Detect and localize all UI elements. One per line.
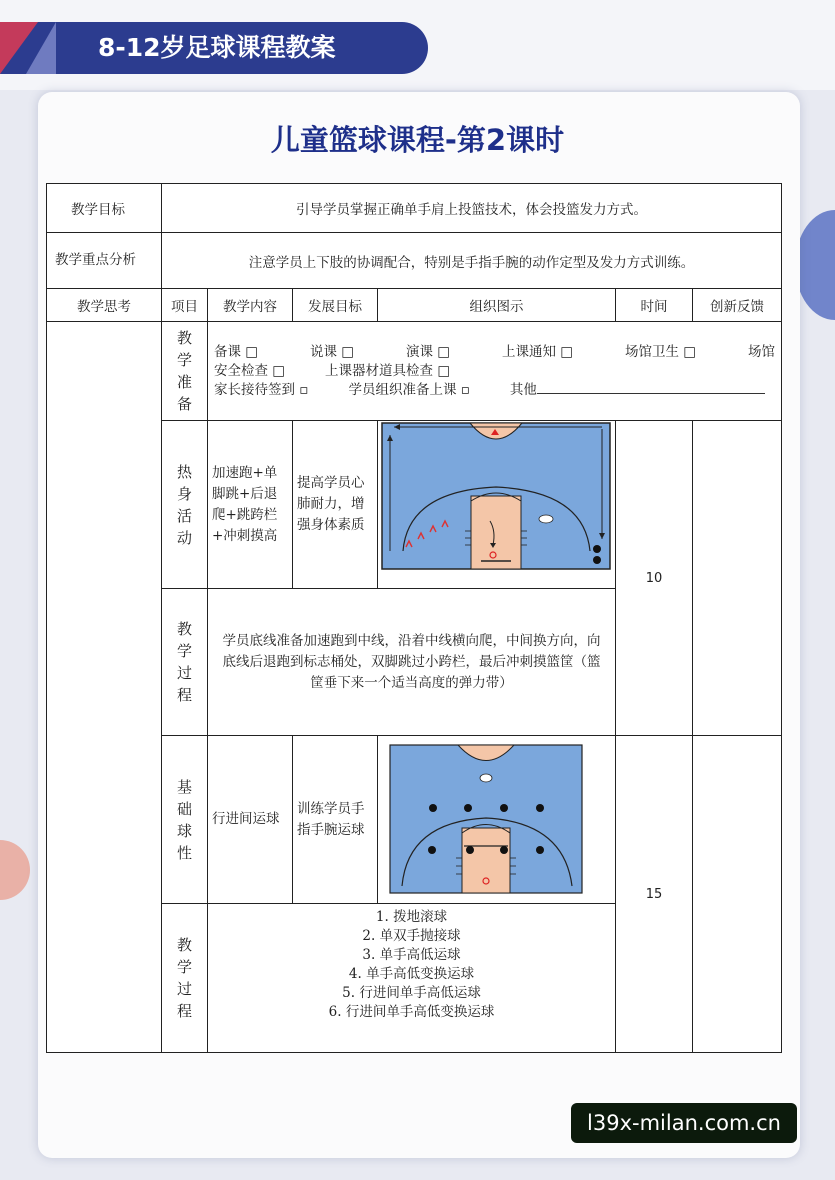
col-header-feedback: 创新反馈 <box>693 289 782 322</box>
focus-value: 注意学员上下肢的协调配合，特别是手指手腕的动作定型及发力方式训练。 <box>162 233 782 289</box>
decor-circle-left <box>0 840 30 900</box>
process2-label: 教学过程 <box>162 904 208 1053</box>
list-item: 3. 单手高低运球 <box>362 947 461 963</box>
prep-item: 安全检查 □ <box>214 362 286 379</box>
goal-value: 引导学员掌握正确单手肩上投篮技术，体会投篮发力方式。 <box>162 184 782 233</box>
list-item: 5. 行进间单手高低运球 <box>342 985 481 1001</box>
basic-content: 行进间运球 <box>208 736 293 904</box>
prep-item: 上课通知 □ <box>502 343 574 360</box>
prep-item: 上课器材道具检查 □ <box>325 362 451 379</box>
prep-line-2 <box>214 362 775 381</box>
prep-item: 场馆卫生 □ <box>625 343 697 360</box>
warmup-court-diagram <box>378 421 616 571</box>
warmup-content: 加速跑+单脚跳+后退爬+跳跨栏+冲刺摸高 <box>208 421 293 589</box>
prep-item: 家长接待签到 ▫ <box>214 381 309 398</box>
prep-checklist <box>208 322 782 421</box>
basic-label: 基础球性 <box>162 736 208 904</box>
prep-label: 教学准备 <box>162 322 208 421</box>
banner-title: 8-12岁足球课程教案 <box>98 33 336 62</box>
player-icon <box>593 545 601 553</box>
col-header-content: 教学内容 <box>208 289 293 322</box>
prep-line-3 <box>214 381 775 400</box>
watermark: l39x-milan.com.cn <box>571 1103 797 1143</box>
prep-item: 场馆 <box>748 343 775 360</box>
player-icon <box>593 556 601 564</box>
process1-label: 教学过程 <box>162 589 208 736</box>
warmup-feedback <box>693 421 782 736</box>
col-header-diagram: 组织图示 <box>378 289 616 322</box>
warmup-time: 10 <box>616 421 693 736</box>
focus-label: 教学重点分析 <box>47 233 162 289</box>
prep-item: 说课 □ <box>310 343 355 360</box>
list-item: 6. 行进间单手高低变换运球 <box>328 1004 495 1020</box>
thinking-cell <box>47 322 162 1053</box>
prep-other-blank <box>537 381 765 394</box>
col-header-time: 时间 <box>616 289 693 322</box>
paint-key <box>471 496 521 569</box>
goal-label: 教学目标 <box>47 184 162 233</box>
prep-item: 学员组织准备上课 ▫ <box>348 381 470 398</box>
cone-icon <box>480 774 492 782</box>
basic-court-diagram <box>378 736 616 896</box>
basic-goal: 训练学员手指手腕运球 <box>293 736 378 904</box>
basic-time: 15 <box>616 736 693 1053</box>
column-header-row <box>47 289 782 322</box>
cone-icon <box>539 515 553 523</box>
warmup-label: 热身活动 <box>162 421 208 589</box>
list-item: 1. 拨地滚球 <box>375 909 448 925</box>
list-item: 4. 单手高低变换运球 <box>348 966 475 982</box>
warmup-diagram <box>378 421 616 589</box>
basic-diagram <box>378 736 616 904</box>
process2-list <box>208 904 616 1053</box>
lesson-plan-table <box>46 183 782 1053</box>
document-title: 儿童篮球课程-第2课时 <box>270 123 565 157</box>
prep-item: 备课 □ <box>214 343 259 360</box>
list-item: 2. 单双手抛接球 <box>362 928 461 944</box>
col-header-thinking: 教学思考 <box>47 289 162 322</box>
focus-row <box>47 233 782 289</box>
basic-feedback <box>693 736 782 1053</box>
col-header-item: 项目 <box>162 289 208 322</box>
goal-row <box>47 184 782 233</box>
paint-key <box>462 828 510 893</box>
decor-circle-right <box>795 210 835 320</box>
prep-row <box>47 322 782 421</box>
banner-accent-light <box>26 22 56 74</box>
warmup-goal: 提高学员心肺耐力，增强身体素质 <box>293 421 378 589</box>
prep-item: 其他 <box>509 381 537 398</box>
prep-item: 演课 □ <box>406 343 451 360</box>
process1-text: 学员底线准备加速跑到中线，沿着中线横向爬，中间换方向，向底线后退跑到标志桶处，双脚跳过小跨栏，最后冲刺摸篮筐（篮筐垂下来一个适当高度的弹力带） <box>208 589 616 736</box>
col-header-goal: 发展目标 <box>293 289 378 322</box>
prep-line-1 <box>214 343 775 362</box>
